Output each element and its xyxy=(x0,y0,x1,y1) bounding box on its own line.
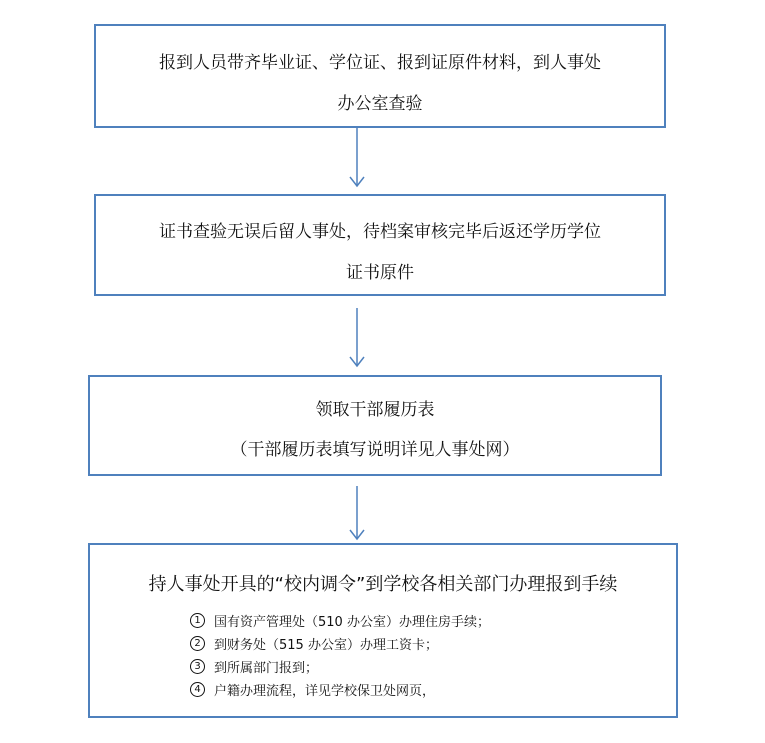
step-1-line-1: 报到人员带齐毕业证、学位证、报到证原件材料，到人事处 xyxy=(159,53,601,73)
step-2-box xyxy=(94,194,666,296)
step-2-line-2: 证书原件 xyxy=(346,263,414,283)
circled-number: 2 xyxy=(190,636,205,651)
list-item xyxy=(190,632,490,655)
list-item-text: 到财务处（515 办公室）办理工资卡； xyxy=(214,638,438,653)
step-3-line-2: （干部履历表填写说明详见人事处网） xyxy=(230,440,520,460)
step-1-line-2: 办公室查验 xyxy=(337,94,423,114)
circled-number: 3 xyxy=(190,659,205,674)
list-item xyxy=(190,655,490,678)
circled-number: 4 xyxy=(190,682,205,697)
step-4-title: 持人事处开具的“校内调令”到学校各相关部门办理报到手续 xyxy=(148,574,618,595)
step-2-line-1: 证书查验无误后留人事处，待档案审核完毕后返还学历学位 xyxy=(159,222,601,242)
arrow-1-to-2 xyxy=(347,128,367,188)
step-4-box xyxy=(88,543,678,718)
list-item-text: 到所属部门报到； xyxy=(214,661,319,676)
step-1-box xyxy=(94,24,666,128)
circled-number: 1 xyxy=(190,613,205,628)
step-3-box xyxy=(88,375,662,476)
list-item xyxy=(190,678,490,701)
arrow-3-to-4 xyxy=(347,486,367,541)
list-item-text: 户籍办理流程，详见学校保卫处网页， xyxy=(214,684,436,699)
step-3-line-1: 领取干部履历表 xyxy=(315,400,435,420)
arrow-2-to-3 xyxy=(347,308,367,368)
list-item-text: 国有资产管理处（510 办公室）办理住房手续； xyxy=(214,615,490,630)
step-4-item-list xyxy=(190,609,490,701)
list-item xyxy=(190,609,490,632)
